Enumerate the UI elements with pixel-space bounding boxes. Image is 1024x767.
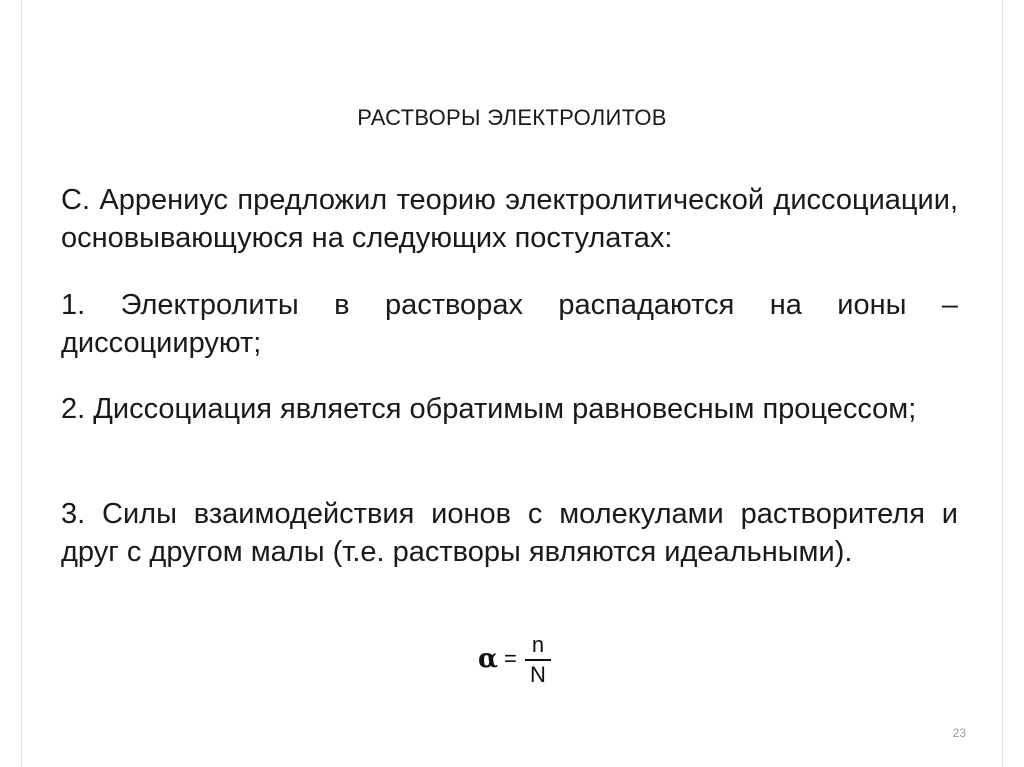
fraction-bar xyxy=(525,659,551,661)
postulate-1: 1. Электролиты в растворах распадаются на ионы – диссоциируют; xyxy=(61,289,958,359)
formula-numerator: n xyxy=(531,632,545,657)
formula-alpha: α xyxy=(478,644,499,674)
slide-title: РАСТВОРЫ ЭЛЕКТРОЛИТОВ xyxy=(357,105,667,130)
intro-paragraph: С. Аррениус предложил теорию электролитической диссоциации, основывающуюся на следующих постулатах: xyxy=(61,184,958,254)
postulate-2: 2. Диссоциация является обратимым равновесным процессом; xyxy=(61,393,917,425)
page-number: 23 xyxy=(952,726,966,740)
dissociation-degree-formula xyxy=(476,633,566,689)
formula-fraction xyxy=(525,633,551,689)
formula-equals: = xyxy=(504,646,517,671)
formula-denominator: N xyxy=(530,662,546,687)
postulate-3: 3. Силы взаимодействия ионов с молекулами растворителя и друг с другом малы (т.е. растворы являются идеальными). xyxy=(61,498,958,568)
